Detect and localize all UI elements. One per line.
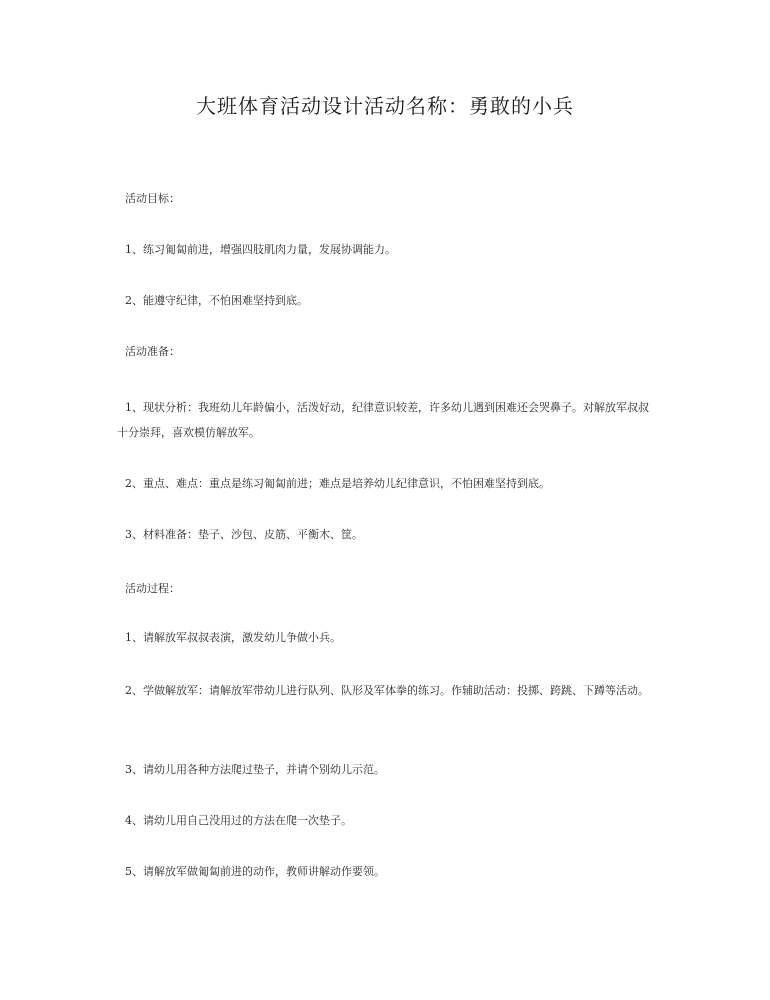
- paragraph-text: 4、请幼儿用自己没用过的方法在爬一次垫子。: [125, 814, 352, 827]
- paragraph-text: 3、材料准备：垫子、沙包、皮筋、平衡木、筐。: [125, 528, 363, 541]
- paragraph-process-2: [117, 678, 657, 703]
- paragraph-goal-2: [117, 288, 657, 313]
- paragraph-text: 5、请解放军做匍匐前进的动作，教师讲解动作要领。: [125, 865, 385, 878]
- paragraph-text: 2、学做解放军：请解放军带幼儿进行队列、队形及军体拳的练习。作辅助活动：投掷、跨跳、下蹲等活动。: [125, 684, 649, 697]
- section-heading-goals: [117, 186, 657, 211]
- paragraph-text: 2、重点、难点：重点是练习匍匐前进；难点是培养幼儿纪律意识，不怕困难坚持到底。: [125, 477, 550, 490]
- paragraph-process-4: [117, 808, 657, 833]
- paragraph-process-1: [117, 625, 657, 650]
- paragraph-goal-1: [117, 237, 657, 262]
- page-title: 大班体育活动设计活动名称：勇敢的小兵: [196, 94, 574, 118]
- paragraph-prep-3: [117, 522, 657, 547]
- paragraph-text: 2、能遵守纪律，不怕困难坚持到底。: [125, 294, 308, 307]
- section-heading-preparation: [117, 339, 657, 364]
- paragraph-process-5: [117, 859, 657, 884]
- section-heading-process: [117, 576, 657, 601]
- paragraph-text: 活动目标：: [125, 192, 180, 205]
- paragraph-process-3: [117, 757, 657, 782]
- paragraph-text: 3、请幼儿用各种方法爬过垫子，并请个别幼儿示范。: [125, 763, 385, 776]
- paragraph-prep-1: [117, 395, 657, 445]
- paragraph-text: 1、练习匍匐前进，增强四肢肌肉力量，发展协调能力。: [125, 243, 396, 256]
- paragraph-prep-2: [117, 471, 657, 496]
- paragraph-text: 活动过程：: [125, 582, 180, 595]
- paragraph-text: 1、现状分析：我班幼儿年龄偏小，活泼好动，纪律意识较差，许多幼儿遇到困难还会哭鼻子。对解放军叔叔十分崇拜，喜欢模仿解放军。: [117, 401, 649, 439]
- paragraph-text: 1、请解放军叔叔表演，激发幼儿争做小兵。: [125, 631, 341, 644]
- paragraph-text: 活动准备：: [125, 345, 180, 358]
